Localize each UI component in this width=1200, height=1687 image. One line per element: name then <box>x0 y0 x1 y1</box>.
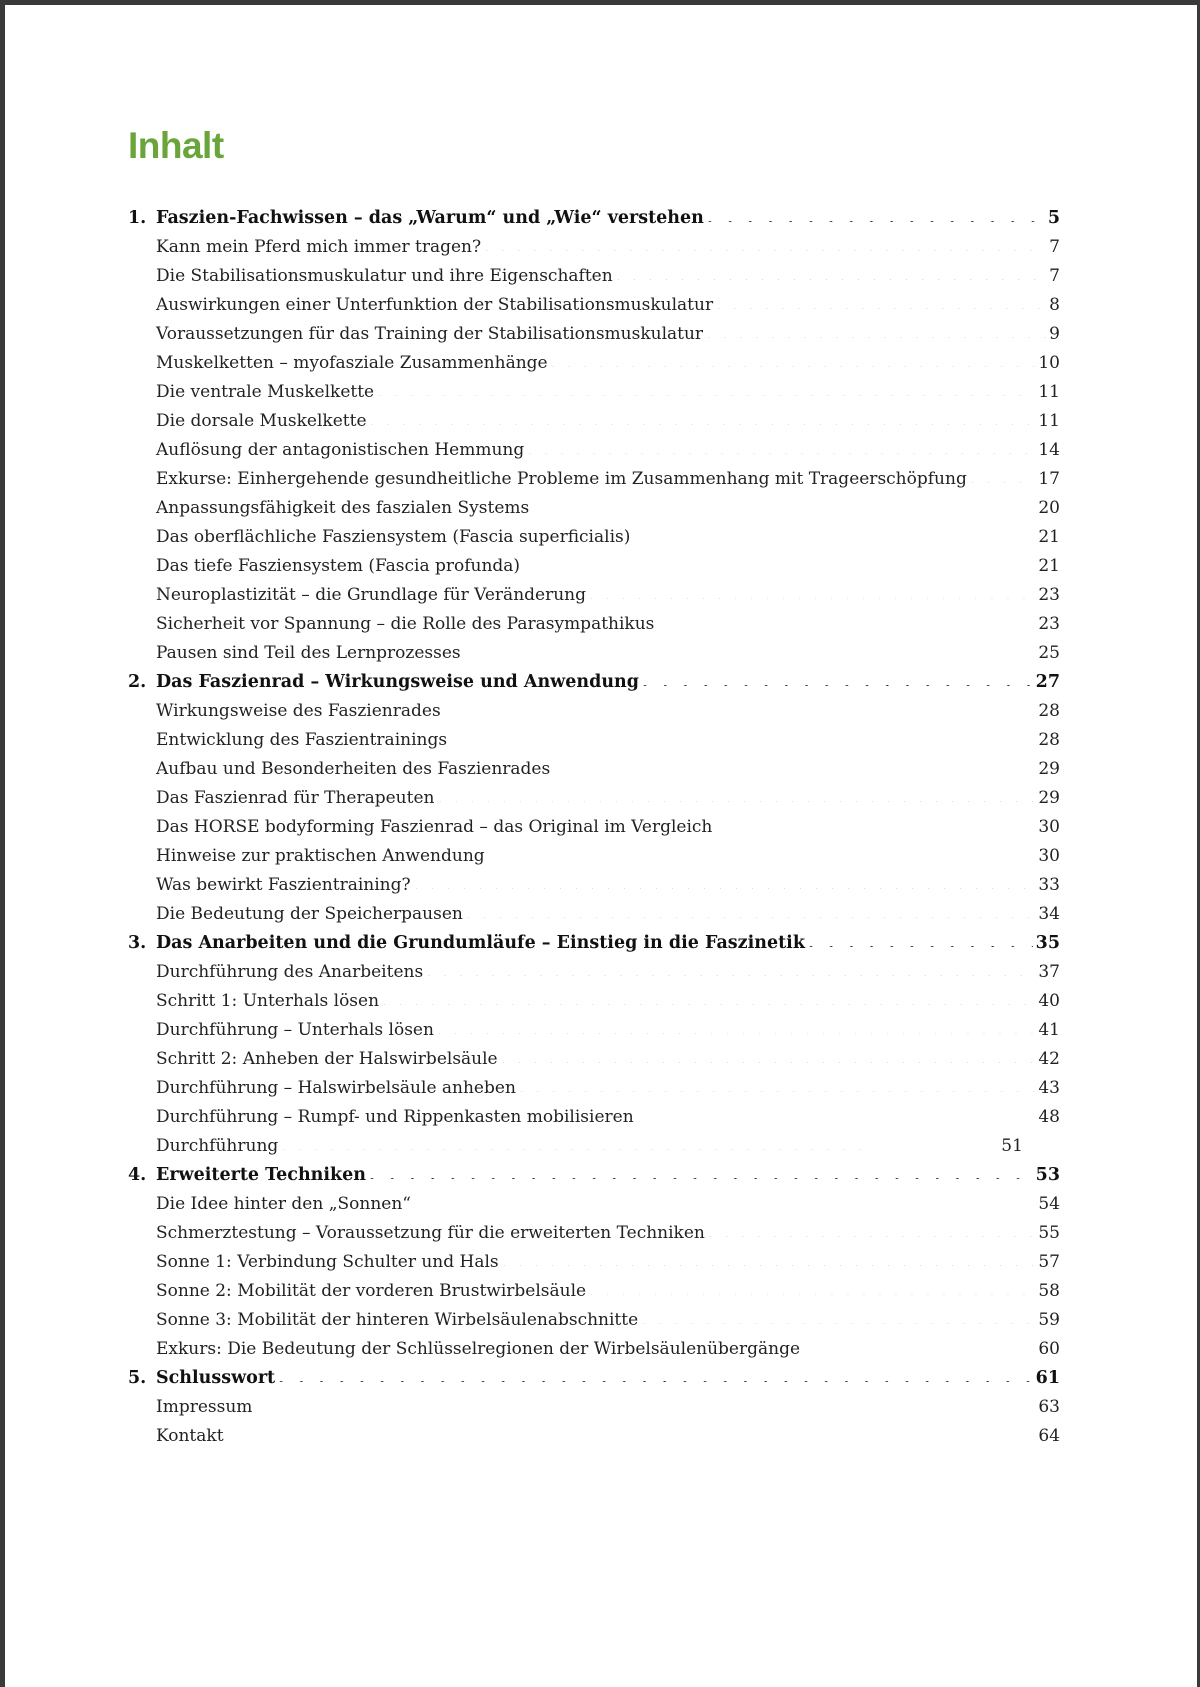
toc-entry-page-number: 23 <box>1038 613 1060 634</box>
toc-entry-page-number: 55 <box>1038 1222 1060 1243</box>
toc-dot-leader <box>716 308 1046 309</box>
toc-entry-page-number: 34 <box>1038 903 1060 924</box>
toc-dot-leader <box>464 656 1036 657</box>
toc-section-entry[interactable] <box>128 551 1060 580</box>
toc-entry-label: Sonne 1: Verbindung Schulter und Hals <box>156 1251 499 1272</box>
toc-dot-leader <box>616 279 1047 280</box>
toc-entry-label: Sonne 2: Mobilität der vorderen Brustwirbelsäule <box>156 1280 587 1301</box>
toc-dot-leader <box>523 569 1035 570</box>
toc-entry-label: Sicherheit vor Spannung – die Rolle des Parasympathikus <box>156 613 655 634</box>
toc-section-entry[interactable] <box>128 1218 1060 1247</box>
toc-section-entry[interactable] <box>128 435 1060 464</box>
toc-entry-label: Pausen sind Teil des Lernprozesses <box>156 642 461 663</box>
toc-entry-label: Die Stabilisationsmuskulatur und ihre Eigenschaften <box>156 265 613 286</box>
toc-entry-label: Auswirkungen einer Unterfunktion der Stabilisationsmuskulatur <box>156 294 714 315</box>
toc-entry-label: Wirkungsweise des Faszienrades <box>156 700 441 721</box>
toc-dot-leader <box>519 1091 1035 1092</box>
toc-entry-label: Schritt 1: Unterhals lösen <box>156 990 380 1011</box>
toc-entry-page-number: 60 <box>1038 1338 1060 1359</box>
toc-dot-leader <box>532 511 1035 512</box>
toc-entry-page-number: 11 <box>1038 381 1060 402</box>
toc-entry-label: Schmerztestung – Voraussetzung für die erweiterten Techniken <box>156 1222 705 1243</box>
toc-entry-page-number: 33 <box>1038 874 1060 895</box>
toc-entry-page-number: 27 <box>1035 671 1060 692</box>
toc-section-entry[interactable] <box>128 348 1060 377</box>
toc-entry-page-number: 37 <box>1038 961 1060 982</box>
toc-entry-label: Durchführung des Anarbeitens <box>156 961 424 982</box>
toc-entry-label: Das HORSE bodyforming Faszienrad – das Original im Vergleich <box>156 816 713 837</box>
toc-entry-page-number: 43 <box>1038 1077 1060 1098</box>
toc-section-entry[interactable] <box>128 899 1060 928</box>
toc-entry-page-number: 53 <box>1035 1164 1060 1185</box>
toc-entry-label: Die Bedeutung der Speicherpausen <box>156 903 463 924</box>
toc-dot-leader <box>484 250 1046 251</box>
toc-dot-leader <box>589 598 1035 599</box>
toc-section-entry[interactable] <box>128 638 1060 667</box>
toc-entry-page-number: 5 <box>1047 207 1060 228</box>
toc-entry-page-number: 61 <box>1035 1367 1060 1388</box>
toc-section-entry[interactable] <box>128 957 1060 986</box>
toc-entry-label: Sonne 3: Mobilität der hinteren Wirbelsäulenabschnitte <box>156 1309 639 1330</box>
toc-section-entry[interactable] <box>128 1189 1060 1218</box>
toc-dot-leader <box>466 917 1036 918</box>
toc-dot-leader <box>255 1410 1035 1411</box>
toc-entry-label: Kann mein Pferd mich immer tragen? <box>156 236 482 257</box>
toc-dot-leader <box>589 1294 1035 1295</box>
toc-dot-leader <box>633 540 1035 541</box>
toc-entry-page-number: 30 <box>1038 845 1060 866</box>
toc-chapter-entry[interactable] <box>128 203 1060 232</box>
toc-entry-page-number: 57 <box>1038 1251 1060 1272</box>
toc-entry-label: Hinweise zur praktischen Anwendung <box>156 845 485 866</box>
toc-section-entry[interactable] <box>128 812 1060 841</box>
toc-entry-label: Kontakt <box>156 1425 224 1446</box>
toc-section-entry[interactable] <box>128 1392 1060 1421</box>
toc-entry-page-number: 35 <box>1035 932 1060 953</box>
toc-entry-label: Durchführung – Unterhals lösen <box>156 1019 434 1040</box>
toc-section-entry[interactable] <box>128 1247 1060 1276</box>
toc-dot-leader <box>970 482 1036 483</box>
toc-entry-label: Das Faszienrad für Therapeuten <box>156 787 435 808</box>
toc-entry-page-number: 17 <box>1038 468 1060 489</box>
toc-entry-page-number: 8 <box>1049 294 1060 315</box>
toc-entry-label: Exkurse: Einhergehende gesundheitliche Probleme im Zusammenhang mit Trageerschöpfung <box>156 468 967 489</box>
toc-section-entry[interactable] <box>128 406 1060 435</box>
toc-dot-leader <box>370 424 1036 425</box>
table-of-contents <box>128 203 1060 1450</box>
toc-entry-label: Das tiefe Fasziensystem (Fascia profunda) <box>156 555 521 576</box>
toc-dot-leader <box>437 801 1035 802</box>
toc-entry-page-number: 48 <box>1038 1106 1060 1127</box>
toc-dot-leader <box>278 1381 1033 1382</box>
toc-dot-leader <box>642 685 1033 686</box>
toc-section-entry[interactable] <box>128 609 1060 638</box>
toc-entry-label: Faszien-Fachwissen – das „Warum“ und „Wie“ verstehen <box>156 207 704 228</box>
toc-entry-label: Muskelketten – myofasziale Zusammenhänge <box>156 352 548 373</box>
toc-entry-page-number: 42 <box>1038 1048 1060 1069</box>
toc-section-entry[interactable] <box>128 754 1060 783</box>
toc-entry-page-number: 29 <box>1038 758 1060 779</box>
toc-entry-label: Entwicklung des Faszientrainings <box>156 729 448 750</box>
toc-entry-page-number: 25 <box>1038 642 1060 663</box>
toc-entry-page-number: 41 <box>1038 1019 1060 1040</box>
toc-section-entry[interactable] <box>128 1073 1060 1102</box>
toc-entry-page-number: 59 <box>1038 1309 1060 1330</box>
toc-section-entry[interactable] <box>128 783 1060 812</box>
toc-section-entry[interactable] <box>128 1015 1060 1044</box>
toc-dot-leader <box>227 1439 1036 1440</box>
toc-entry-label: Was bewirkt Faszientraining? <box>156 874 411 895</box>
toc-section-entry[interactable] <box>128 1044 1060 1073</box>
toc-entry-label: Durchführung – Halswirbelsäule anheben <box>156 1077 516 1098</box>
toc-entry-label: Die ventrale Muskelkette <box>156 381 375 402</box>
toc-section-entry[interactable] <box>128 1334 1060 1363</box>
toc-dot-leader <box>707 221 1045 222</box>
toc-dot-leader <box>808 946 1033 947</box>
toc-entry-label: Impressum <box>156 1396 253 1417</box>
toc-dot-leader <box>551 366 1036 367</box>
toc-entry-page-number: 58 <box>1038 1280 1060 1301</box>
toc-entry-page-number: 11 <box>1038 410 1060 431</box>
toc-dot-leader <box>657 627 1035 628</box>
toc-entry-label: Das Faszienrad – Wirkungsweise und Anwendung <box>156 671 640 692</box>
toc-dot-leader <box>637 1120 1036 1121</box>
toc-entry-page-number: 28 <box>1038 700 1060 721</box>
toc-section-entry[interactable] <box>128 493 1060 522</box>
toc-dot-leader <box>706 337 1046 338</box>
toc-dot-leader <box>382 1004 1035 1005</box>
toc-entry-label: Schritt 2: Anheben der Halswirbelsäule <box>156 1048 498 1069</box>
toc-section-entry[interactable] <box>128 261 1060 290</box>
toc-dot-leader <box>450 743 1035 744</box>
toc-entry-label: Erweiterte Techniken <box>156 1164 367 1185</box>
toc-dot-leader <box>377 395 1035 396</box>
page-title: Inhalt <box>128 125 224 166</box>
toc-dot-leader <box>414 1207 1035 1208</box>
toc-entry-page-number: 54 <box>1038 1193 1060 1214</box>
toc-entry-page-number: 7 <box>1049 265 1060 286</box>
toc-dot-leader <box>715 830 1035 831</box>
toc-section-entry[interactable] <box>128 290 1060 319</box>
toc-section-entry[interactable] <box>128 377 1060 406</box>
toc-section-entry[interactable] <box>128 841 1060 870</box>
toc-entry-label: Die dorsale Muskelkette <box>156 410 367 431</box>
toc-entry-label: Durchführung – Rumpf- und Rippenkasten mobilisieren <box>156 1106 634 1127</box>
toc-chapter-entry[interactable] <box>128 928 1060 957</box>
toc-dot-leader <box>501 1062 1036 1063</box>
toc-entry-number: 2. <box>128 671 147 692</box>
toc-entry-page-number: 28 <box>1038 729 1060 750</box>
toc-dot-leader <box>553 772 1035 773</box>
toc-entry-label: Anpassungsfähigkeit des faszialen Systems <box>156 497 530 518</box>
toc-section-entry[interactable] <box>128 464 1060 493</box>
toc-section-entry[interactable] <box>128 1421 1060 1450</box>
toc-entry-page-number: 21 <box>1038 555 1060 576</box>
toc-entry-number: 1. <box>128 207 147 228</box>
toc-dot-leader <box>708 1236 1036 1237</box>
toc-entry-page-number: 30 <box>1038 816 1060 837</box>
toc-section-entry[interactable] <box>128 1102 1060 1131</box>
toc-section-entry[interactable] <box>128 986 1060 1015</box>
toc-section-entry[interactable] <box>128 725 1060 754</box>
toc-section-entry[interactable] <box>128 1131 1060 1160</box>
toc-dot-leader <box>488 859 1036 860</box>
toc-dot-leader <box>369 1178 1033 1179</box>
toc-entry-number: 5. <box>128 1367 147 1388</box>
toc-dot-leader <box>426 975 1035 976</box>
toc-entry-page-number: 63 <box>1038 1396 1060 1417</box>
toc-dot-leader <box>502 1265 1036 1266</box>
toc-section-entry[interactable] <box>128 1276 1060 1305</box>
toc-dot-leader <box>414 888 1036 889</box>
toc-entry-label: Durchführung <box>156 1135 279 1156</box>
toc-section-entry[interactable] <box>128 319 1060 348</box>
toc-entry-label: Das Anarbeiten und die Grundumläufe – Einstieg in die Faszinetik <box>156 932 805 953</box>
toc-section-entry[interactable] <box>128 580 1060 609</box>
toc-entry-page-number: 9 <box>1049 323 1060 344</box>
toc-section-entry[interactable] <box>128 696 1060 725</box>
toc-chapter-entry[interactable] <box>128 1363 1060 1392</box>
toc-entry-page-number: 10 <box>1038 352 1060 373</box>
toc-entry-label: Die Idee hinter den „Sonnen“ <box>156 1193 411 1214</box>
toc-entry-label: Exkurs: Die Bedeutung der Schlüsselregionen der Wirbelsäulenübergänge <box>156 1338 801 1359</box>
toc-section-entry[interactable] <box>128 522 1060 551</box>
toc-entry-label: Auflösung der antagonistischen Hemmung <box>156 439 525 460</box>
document-page <box>5 5 1197 1687</box>
toc-chapter-entry[interactable] <box>128 667 1060 696</box>
toc-dot-leader <box>437 1033 1035 1034</box>
toc-entry-label: Aufbau und Besonderheiten des Faszienrades <box>156 758 551 779</box>
toc-dot-leader <box>281 1149 871 1150</box>
toc-entry-page-number: 20 <box>1038 497 1060 518</box>
toc-dot-leader <box>803 1352 1035 1353</box>
toc-entry-number: 3. <box>128 932 147 953</box>
toc-entry-page-number: 40 <box>1038 990 1060 1011</box>
toc-section-entry[interactable] <box>128 232 1060 261</box>
toc-entry-label: Neuroplastizität – die Grundlage für Veränderung <box>156 584 586 605</box>
toc-entry-page-number: 14 <box>1038 439 1060 460</box>
toc-section-entry[interactable] <box>128 1305 1060 1334</box>
toc-entry-label: Das oberflächliche Fasziensystem (Fascia superficialis) <box>156 526 631 547</box>
toc-dot-leader <box>641 1323 1035 1324</box>
toc-entry-page-number: 51 <box>1001 1135 1023 1156</box>
toc-entry-label: Schlusswort <box>156 1367 276 1388</box>
toc-entry-number: 4. <box>128 1164 147 1185</box>
toc-entry-page-number: 23 <box>1038 584 1060 605</box>
toc-entry-page-number: 7 <box>1049 236 1060 257</box>
toc-chapter-entry[interactable] <box>128 1160 1060 1189</box>
toc-entry-page-number: 64 <box>1038 1425 1060 1446</box>
toc-section-entry[interactable] <box>128 870 1060 899</box>
toc-entry-label: Voraussetzungen für das Training der Stabilisationsmuskulatur <box>156 323 704 344</box>
toc-dot-leader <box>527 453 1035 454</box>
toc-entry-page-number: 21 <box>1038 526 1060 547</box>
toc-entry-page-number: 29 <box>1038 787 1060 808</box>
toc-dot-leader <box>444 714 1036 715</box>
